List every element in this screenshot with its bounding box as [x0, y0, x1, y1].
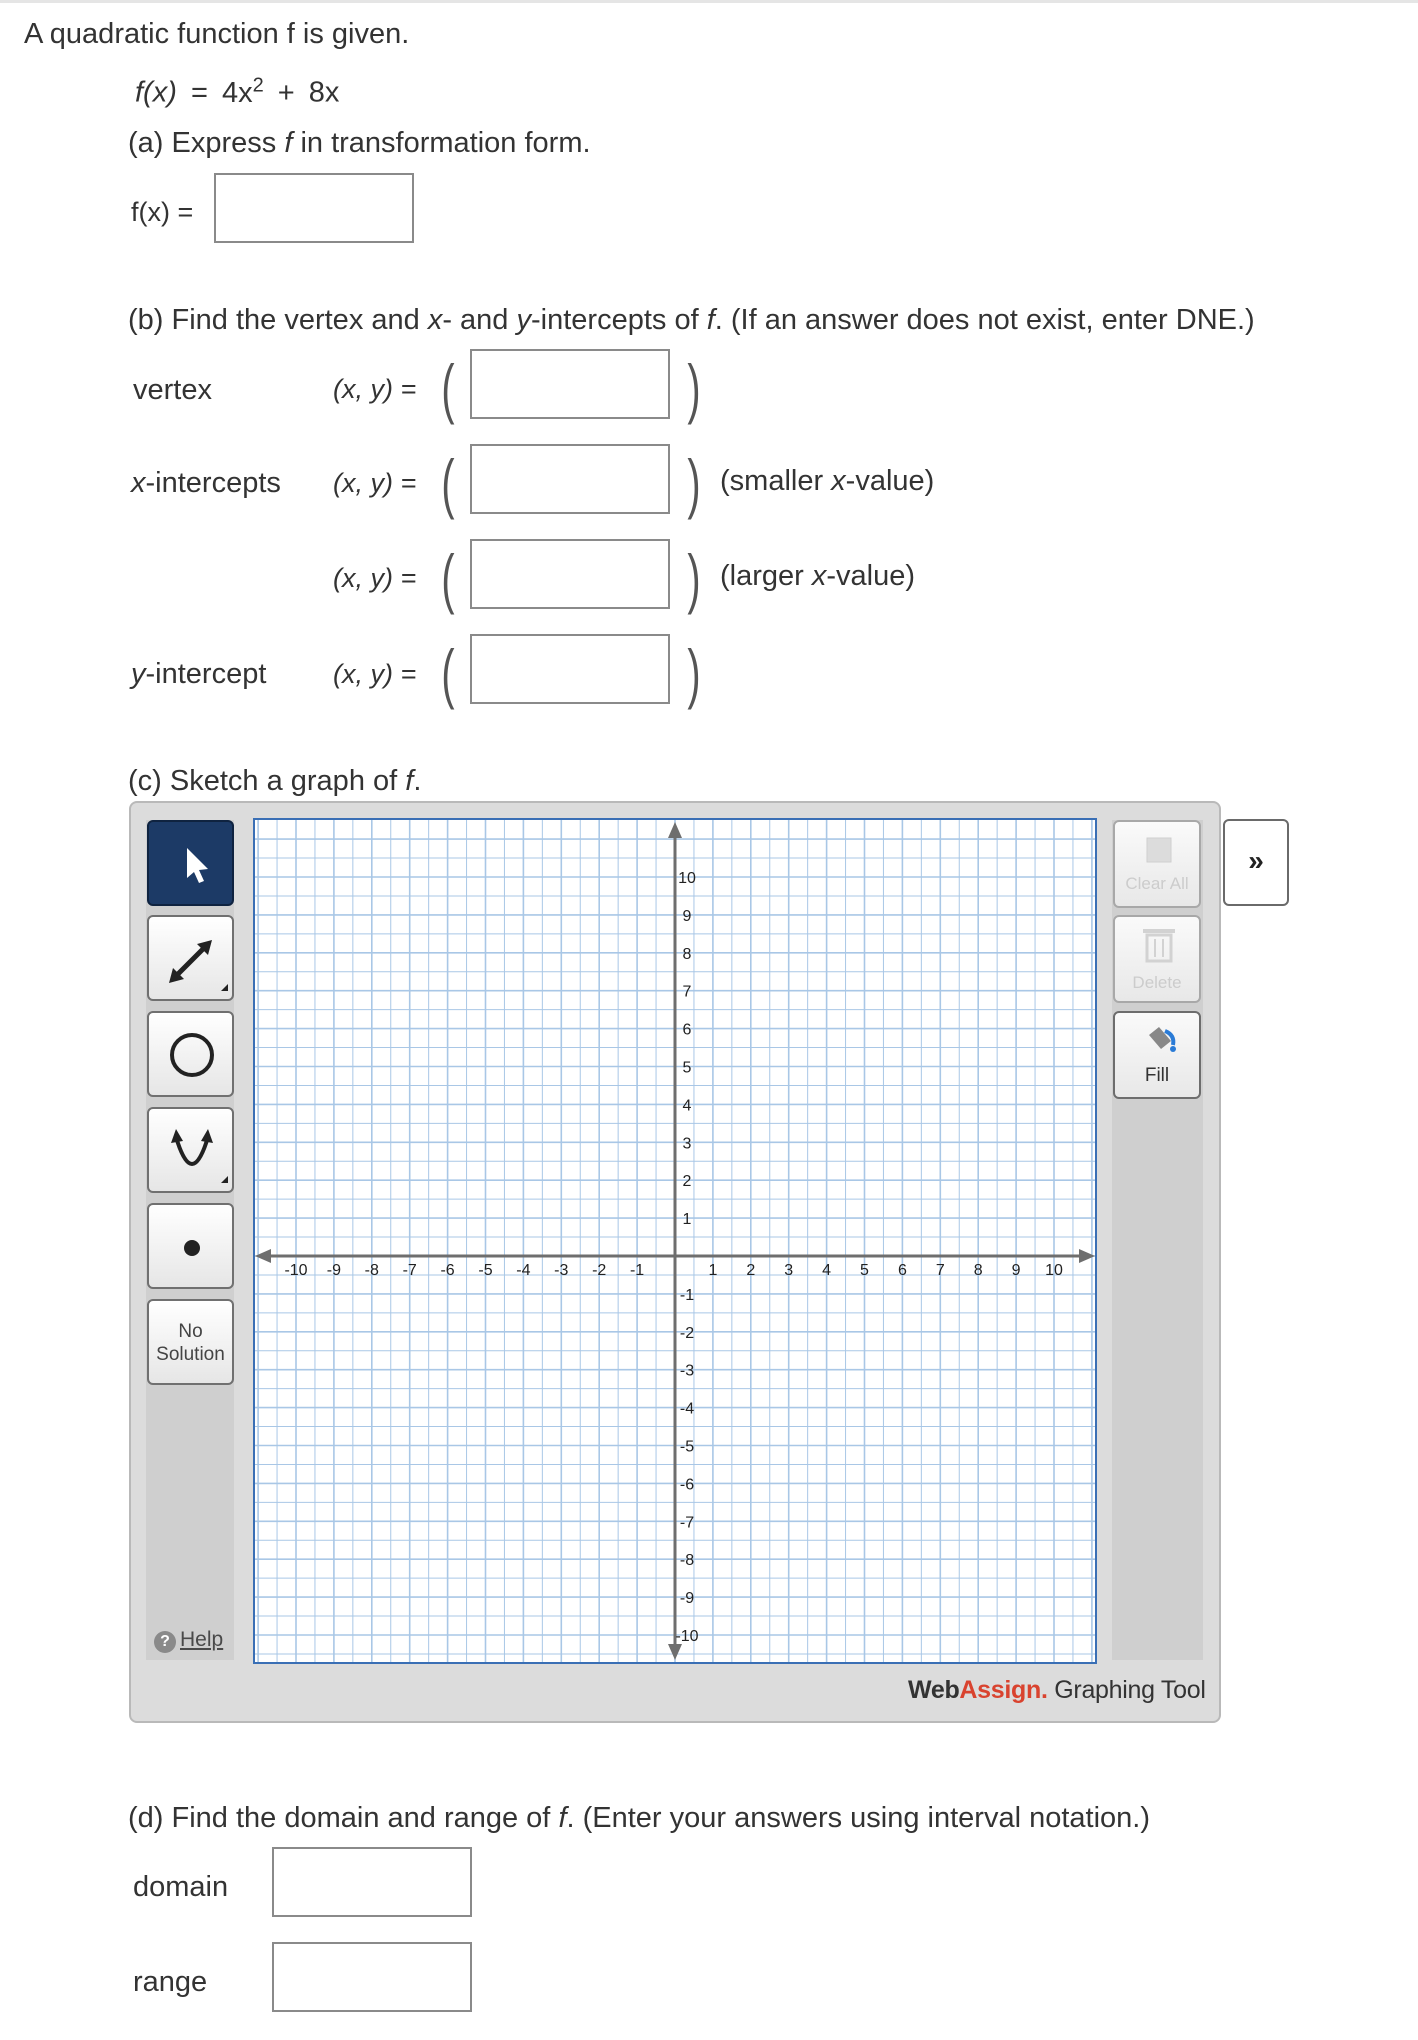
part-a-label: f(x) =	[131, 197, 194, 227]
part-b-p2: - and	[442, 304, 517, 336]
close-paren: )	[687, 351, 701, 425]
y-tick-label: -4	[679, 1400, 695, 1418]
open-paren: (	[441, 446, 455, 520]
point-icon	[149, 1205, 236, 1291]
smaller-x-note	[720, 465, 934, 498]
line-tool[interactable]	[147, 915, 234, 1001]
x-tick-label: 4	[822, 1262, 832, 1279]
function-lhs: f(x)	[135, 76, 177, 109]
term1-text: 4x	[221, 76, 253, 109]
help-icon: ?	[154, 1631, 176, 1653]
range-label: range	[133, 1966, 208, 1998]
fill-button[interactable]	[1113, 1011, 1201, 1099]
delete-label: Delete	[1132, 973, 1182, 992]
brand-web: Web	[908, 1676, 960, 1704]
part-a-prompt	[128, 127, 591, 160]
part-d-suffix: . (Enter your answers using interval notation.)	[566, 1802, 1150, 1834]
expand-button[interactable]: »	[1223, 819, 1289, 906]
xy-label-text: (x, y) =	[333, 659, 417, 689]
close-paren: )	[687, 636, 701, 710]
note-a: (smaller	[720, 465, 832, 497]
y-tick-label: 5	[682, 1059, 692, 1077]
vertex-input[interactable]	[470, 349, 670, 419]
function-term1	[221, 74, 264, 109]
pointer-tool[interactable]	[147, 820, 234, 906]
line-arrow-icon	[149, 917, 236, 1003]
xy-label-text: (x, y) =	[333, 468, 417, 498]
x-tick-label: -10	[284, 1262, 308, 1279]
function-definition	[135, 74, 339, 110]
y-tick-label: 8	[682, 945, 692, 963]
parabola-icon	[149, 1109, 236, 1195]
part-d-var: f	[558, 1802, 567, 1834]
open-paren: (	[441, 351, 455, 425]
vertex-xy-label	[333, 374, 416, 405]
y-intercept-label	[131, 658, 266, 691]
yint-xy-label	[333, 659, 416, 690]
part-c-prompt	[128, 765, 421, 798]
part-b-p4: . (If an answer does not exist, enter DNE.)	[714, 304, 1255, 336]
help-label: Help	[180, 1628, 224, 1651]
yint-var: y	[131, 658, 146, 690]
y-tick-label: 7	[682, 983, 692, 1001]
x-tick-label: -1	[629, 1262, 645, 1279]
part-b-p1: (b) Find the vertex and	[128, 304, 428, 336]
x-tick-label: 7	[935, 1262, 945, 1279]
y-tick-label: 1	[682, 1211, 692, 1229]
close-paren: )	[687, 446, 701, 520]
y-tick-label: -8	[679, 1552, 695, 1570]
help-link[interactable]	[154, 1628, 223, 1653]
x-intercepts-label	[131, 467, 281, 500]
open-paren: (	[441, 541, 455, 615]
term1-exponent: 2	[252, 74, 264, 96]
y-tick-label: 4	[682, 1097, 692, 1115]
domain-input[interactable]	[272, 1847, 472, 1917]
x-tick-label: -7	[402, 1262, 417, 1279]
y-tick-label: -7	[679, 1514, 695, 1532]
y-tick-label: -1	[679, 1286, 695, 1304]
y-tick-label: -6	[679, 1476, 695, 1494]
y-tick-label: 6	[682, 1021, 692, 1039]
range-input[interactable]	[272, 1942, 472, 2012]
xint2-xy-label	[333, 563, 416, 594]
x-tick-label: -5	[478, 1262, 493, 1279]
y-tick-label: 3	[682, 1135, 692, 1153]
x-tick-label: -9	[326, 1262, 342, 1279]
circle-icon	[149, 1013, 236, 1099]
y-tick-label: -10	[675, 1628, 699, 1645]
y-tick-label: -5	[679, 1438, 695, 1456]
delete-button[interactable]	[1113, 915, 1201, 1003]
pointer-icon	[149, 822, 236, 908]
part-a-prefix: (a) Express	[128, 127, 285, 159]
part-a-suffix: in transformation form.	[292, 127, 591, 159]
x-tick-label: 8	[973, 1262, 983, 1279]
transformation-form-input[interactable]	[214, 173, 414, 243]
domain-label: domain	[133, 1871, 229, 1903]
x-tick-label: 10	[1045, 1262, 1063, 1279]
x-tick-label: 9	[1011, 1262, 1021, 1279]
problem-intro: A quadratic function f is given.	[24, 18, 410, 50]
function-term2: 8x	[308, 76, 340, 109]
y-tick-label: -2	[679, 1324, 695, 1342]
note-x: x	[831, 465, 846, 497]
clear-all-label: Clear All	[1125, 874, 1189, 893]
coordinate-grid[interactable]	[253, 818, 1097, 1664]
brand-tool: Graphing Tool	[1047, 1676, 1206, 1704]
clear-all-button[interactable]	[1113, 820, 1201, 908]
close-paren: )	[687, 541, 701, 615]
x-intercept-larger-input[interactable]	[470, 539, 670, 609]
y-tick-label: 2	[682, 1173, 692, 1191]
part-b-p3: -intercepts of	[531, 304, 707, 336]
webassign-branding	[908, 1676, 1206, 1705]
no-solution-tool[interactable]	[147, 1299, 234, 1385]
x-tick-label: -3	[554, 1262, 569, 1279]
part-d-prefix: (d) Find the domain and range of	[128, 1802, 559, 1834]
larger-x-note	[720, 560, 915, 593]
x-tick-label: -8	[364, 1262, 379, 1279]
open-paren: (	[441, 636, 455, 710]
part-b-prompt	[128, 304, 1255, 337]
x-tick-label: -6	[440, 1262, 455, 1279]
xint-var: x	[131, 467, 146, 499]
clear-all-icon	[1115, 822, 1203, 872]
x-tick-label: -4	[516, 1262, 531, 1279]
note-a: (larger	[720, 560, 812, 592]
xint-rest: -intercepts	[145, 467, 281, 499]
x-tick-label: 6	[897, 1262, 907, 1279]
parabola-tool[interactable]	[147, 1107, 234, 1193]
part-b-y: y	[516, 304, 531, 336]
vertex-label: vertex	[133, 374, 212, 406]
x-intercept-smaller-input[interactable]	[470, 444, 670, 514]
note-b: -value)	[826, 560, 916, 592]
note-x: x	[811, 560, 827, 592]
x-tick-label: 5	[860, 1262, 869, 1279]
part-d-prompt	[128, 1802, 1150, 1835]
y-tick-label: 9	[682, 907, 692, 925]
function-plus: +	[277, 76, 295, 109]
brand-assign: Assign.	[959, 1676, 1048, 1704]
part-c-suffix: .	[413, 765, 422, 797]
note-b: -value)	[845, 465, 935, 497]
part-a-var: f	[284, 127, 293, 159]
function-equals: =	[190, 76, 208, 109]
top-divider	[0, 0, 1418, 3]
x-tick-label: 3	[784, 1262, 794, 1279]
part-b-f: f	[706, 304, 715, 336]
part-b-x: x	[427, 304, 443, 336]
y-tick-label: 10	[678, 870, 696, 887]
xint1-xy-label	[333, 468, 416, 499]
yint-rest: -intercept	[145, 658, 267, 690]
point-tool[interactable]	[147, 1203, 234, 1289]
y-intercept-input[interactable]	[470, 634, 670, 704]
y-tick-label: -3	[679, 1362, 695, 1380]
no-solution-line2: Solution	[156, 1344, 225, 1365]
y-tick-label: -9	[679, 1590, 695, 1608]
x-tick-label: 1	[708, 1262, 718, 1279]
no-solution-line1: No	[178, 1321, 203, 1342]
part-c-var: f	[405, 765, 414, 797]
part-c-prefix: (c) Sketch a graph of	[128, 765, 406, 797]
trash-icon	[1115, 917, 1203, 967]
fill-bucket-icon	[1115, 1013, 1203, 1063]
circle-tool[interactable]	[147, 1011, 234, 1097]
xy-label-text: (x, y) =	[333, 374, 417, 404]
xy-label-text: (x, y) =	[333, 563, 417, 593]
fill-label: Fill	[1144, 1065, 1170, 1086]
x-tick-label: 2	[746, 1262, 756, 1279]
x-tick-label: -2	[592, 1262, 607, 1279]
